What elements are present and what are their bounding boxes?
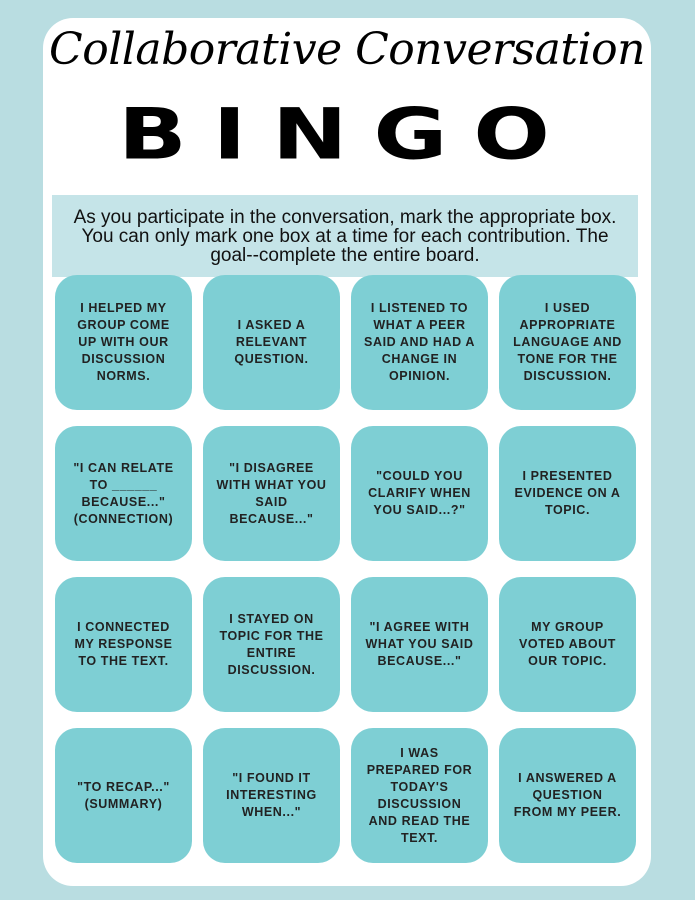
bingo-square-r4c4[interactable] <box>499 728 636 863</box>
bingo-square-label: "I CAN RELATE TO ______ BECAUSE..." (CONNECTION) <box>73 460 174 526</box>
bingo-square-r4c2[interactable] <box>203 728 340 863</box>
bingo-square-label: I PRESENTED EVIDENCE ON A TOPIC. <box>514 469 621 517</box>
bingo-square-label: "I AGREE WITH WHAT YOU SAID BECAUSE..." <box>365 620 474 668</box>
bingo-square-label: I WAS PREPARED FOR TODAY'S DISCUSSION AND READ THE TEXT. <box>366 745 473 845</box>
bingo-square-label: "I FOUND IT INTERESTING WHEN..." <box>226 771 317 819</box>
bingo-square-label: "I DISAGREE WITH WHAT YOU SAID BECAUSE..." <box>216 460 327 526</box>
bingo-square-label: I STAYED ON TOPIC FOR THE ENTIRE DISCUSSION. <box>219 611 324 677</box>
bingo-square-r4c3[interactable] <box>351 728 488 863</box>
page-title: Collaborative Conversation <box>49 24 645 75</box>
bingo-square-r2c1[interactable] <box>55 426 192 561</box>
bingo-square-label: I LISTENED TO WHAT A PEER SAID AND HAD A CHANGE IN OPINION. <box>364 301 475 383</box>
bingo-square-r4c1[interactable] <box>55 728 192 863</box>
bingo-board <box>55 275 636 863</box>
bingo-heading: BINGO <box>118 93 576 176</box>
bingo-square-r1c1[interactable] <box>55 275 192 410</box>
bingo-card <box>43 18 651 886</box>
bingo-square-r1c3[interactable] <box>351 275 488 410</box>
instructions-banner <box>52 195 638 277</box>
bingo-square-label: "COULD YOU CLARIFY WHEN YOU SAID...?" <box>368 469 471 517</box>
bingo-square-label: I HELPED MY GROUP COME UP WITH OUR DISCUSSION NORMS. <box>77 301 170 383</box>
bingo-square-r2c2[interactable] <box>203 426 340 561</box>
bingo-square-label: "TO RECAP..." (SUMMARY) <box>77 779 170 811</box>
bingo-square-r1c2[interactable] <box>203 275 340 410</box>
bingo-square-label: I ANSWERED A QUESTION FROM MY PEER. <box>513 771 622 819</box>
bingo-square-label: I USED APPROPRIATE LANGUAGE AND TONE FOR THE DISCUSSION. <box>513 301 622 383</box>
bingo-square-r2c3[interactable] <box>351 426 488 561</box>
bingo-square-r3c3[interactable] <box>351 577 488 712</box>
instructions-text: As you participate in the conversation, mark the appropriate box. You can only mark one box at a time for each contribution. The goal--complete the entire board. <box>73 206 617 266</box>
bingo-square-r2c4[interactable] <box>499 426 636 561</box>
bingo-square-r3c4[interactable] <box>499 577 636 712</box>
bingo-square-r3c1[interactable] <box>55 577 192 712</box>
bingo-square-label: I CONNECTED MY RESPONSE TO THE TEXT. <box>74 620 173 668</box>
bingo-square-label: I ASKED A RELEVANT QUESTION. <box>234 318 309 366</box>
bingo-square-label: MY GROUP VOTED ABOUT OUR TOPIC. <box>518 620 617 668</box>
bingo-square-r1c4[interactable] <box>499 275 636 410</box>
bingo-square-r3c2[interactable] <box>203 577 340 712</box>
